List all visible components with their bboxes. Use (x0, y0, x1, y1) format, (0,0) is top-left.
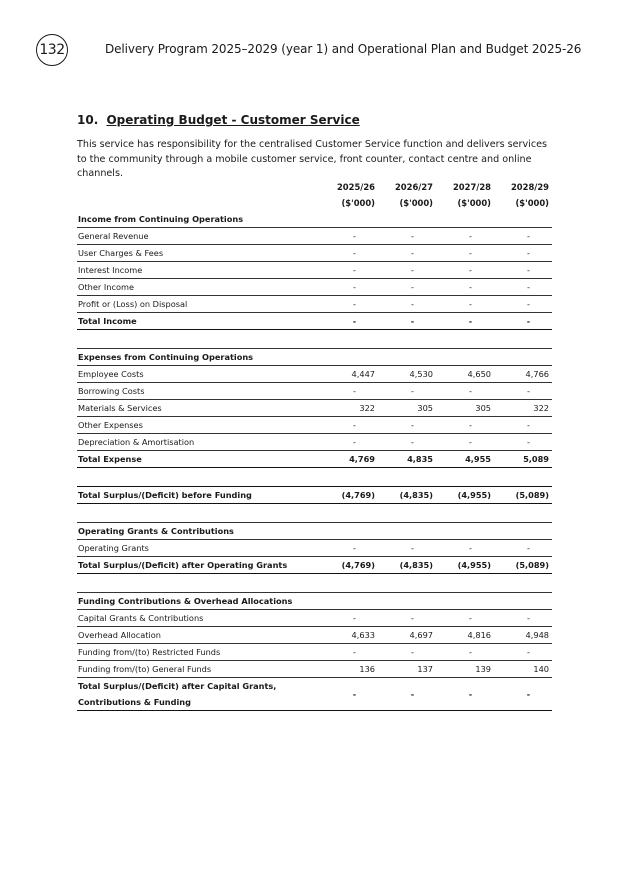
row-value: 4,530 (378, 366, 436, 383)
empty-cell (320, 468, 378, 487)
surplus-after-capital-row (77, 678, 552, 711)
row-label: General Revenue (77, 228, 320, 245)
row-value: 4,948 (494, 627, 552, 644)
expenses-heading-row (77, 349, 552, 366)
empty-cell (378, 523, 436, 540)
expense-row (77, 366, 552, 383)
empty-cell (77, 468, 320, 487)
spacer-row (77, 330, 552, 349)
empty-cell (436, 349, 494, 366)
funding-row (77, 644, 552, 661)
funding-heading-row (77, 593, 552, 610)
section-heading-label: Operating Grants & Contributions (77, 523, 320, 540)
row-value: - (378, 678, 436, 711)
expense-row (77, 417, 552, 434)
row-value: - (494, 434, 552, 451)
row-label: Employee Costs (77, 366, 320, 383)
spacer-row (77, 574, 552, 593)
empty-cell (320, 574, 378, 593)
row-value: - (436, 610, 494, 627)
expense-row (77, 400, 552, 417)
row-value: - (378, 610, 436, 627)
column-unit: ($'000) (457, 198, 491, 208)
row-value: - (436, 228, 494, 245)
row-value: (4,955) (436, 557, 494, 574)
funding-row (77, 627, 552, 644)
row-value: 305 (378, 400, 436, 417)
row-value: - (436, 644, 494, 661)
row-value: - (436, 434, 494, 451)
row-value: - (436, 262, 494, 279)
row-value: - (320, 279, 378, 296)
row-label: Borrowing Costs (77, 383, 320, 400)
row-value: - (436, 540, 494, 557)
row-label: User Charges & Fees (77, 245, 320, 262)
empty-cell (378, 349, 436, 366)
empty-cell (320, 211, 378, 228)
row-value: - (320, 434, 378, 451)
spacer-row (77, 468, 552, 487)
row-value: - (378, 417, 436, 434)
row-value: - (320, 540, 378, 557)
empty-cell (320, 593, 378, 610)
row-value: (5,089) (494, 487, 552, 504)
row-value: - (494, 610, 552, 627)
row-value: - (320, 296, 378, 313)
column-year: 2028/29 (510, 182, 549, 192)
expense-row (77, 383, 552, 400)
row-value: - (378, 383, 436, 400)
row-value: - (320, 644, 378, 661)
row-value: - (494, 296, 552, 313)
income-row (77, 262, 552, 279)
row-value: 139 (436, 661, 494, 678)
funding-row (77, 610, 552, 627)
year-header-row (77, 179, 552, 195)
row-value: (4,835) (378, 557, 436, 574)
budget-table-body (77, 211, 552, 711)
empty-cell (494, 211, 552, 228)
row-label: Other Income (77, 279, 320, 296)
row-value: 136 (320, 661, 378, 678)
row-value: - (494, 383, 552, 400)
empty-cell (77, 330, 320, 349)
row-value: - (436, 417, 494, 434)
row-label: Operating Grants (77, 540, 320, 557)
row-value: 322 (320, 400, 378, 417)
row-value: 4,650 (436, 366, 494, 383)
row-value: 137 (378, 661, 436, 678)
row-value: - (378, 434, 436, 451)
empty-cell (436, 330, 494, 349)
row-value: 140 (494, 661, 552, 678)
empty-cell (378, 330, 436, 349)
row-value: - (320, 678, 378, 711)
row-label: Total Expense (77, 451, 320, 468)
operating-budget-table (77, 179, 552, 711)
empty-cell (77, 504, 320, 523)
column-year: 2025/26 (336, 182, 375, 192)
row-value: - (494, 644, 552, 661)
expense-row (77, 434, 552, 451)
row-value: - (494, 313, 552, 330)
row-value: 5,089 (494, 451, 552, 468)
row-label: Interest Income (77, 262, 320, 279)
empty-cell (378, 468, 436, 487)
row-value: - (494, 279, 552, 296)
column-unit: ($'000) (341, 198, 375, 208)
row-label: Total Surplus/(Deficit) before Funding (77, 487, 320, 504)
row-value: 4,835 (378, 451, 436, 468)
empty-cell (378, 504, 436, 523)
empty-cell (494, 349, 552, 366)
row-value: - (320, 610, 378, 627)
row-value: 4,447 (320, 366, 378, 383)
row-label: Total Income (77, 313, 320, 330)
income-heading-row (77, 211, 552, 228)
row-label: Depreciation & Amortisation (77, 434, 320, 451)
empty-cell (378, 574, 436, 593)
empty-cell (494, 523, 552, 540)
row-value: - (494, 678, 552, 711)
empty-cell (378, 593, 436, 610)
row-value: - (494, 262, 552, 279)
empty-cell (320, 504, 378, 523)
empty-cell (320, 523, 378, 540)
income-row (77, 279, 552, 296)
document-title: Delivery Program 2025–2029 (year 1) and Operational Plan and Budget 2025-26 (105, 42, 582, 56)
row-value: - (320, 383, 378, 400)
row-value: - (436, 296, 494, 313)
row-value: - (378, 245, 436, 262)
row-value: - (436, 313, 494, 330)
empty-cell (320, 349, 378, 366)
column-year: 2026/27 (394, 182, 433, 192)
row-value: 4,769 (320, 451, 378, 468)
surplus-before-funding-row (77, 487, 552, 504)
empty-cell (378, 211, 436, 228)
row-value: 4,766 (494, 366, 552, 383)
row-value: - (378, 313, 436, 330)
empty-cell (436, 593, 494, 610)
total-income-row (77, 313, 552, 330)
row-label: Funding from/(to) Restricted Funds (77, 644, 320, 661)
column-unit: ($'000) (515, 198, 549, 208)
row-label-line: Total Surplus/(Deficit) after Capital Grants, (78, 681, 277, 691)
row-value: - (436, 383, 494, 400)
funding-row (77, 661, 552, 678)
row-value: (4,769) (320, 557, 378, 574)
page-number-badge (36, 34, 68, 66)
empty-cell (436, 504, 494, 523)
row-value: 4,633 (320, 627, 378, 644)
row-value: - (378, 279, 436, 296)
spacer-row (77, 504, 552, 523)
row-value: - (494, 228, 552, 245)
section-heading (77, 113, 360, 127)
row-label-line: Contributions & Funding (78, 697, 191, 707)
row-value: (5,089) (494, 557, 552, 574)
row-label: Materials & Services (77, 400, 320, 417)
row-value: 305 (436, 400, 494, 417)
surplus-after-grants-row (77, 557, 552, 574)
income-row (77, 228, 552, 245)
row-value: - (378, 228, 436, 245)
row-value: (4,835) (378, 487, 436, 504)
income-row (77, 245, 552, 262)
empty-cell (494, 468, 552, 487)
row-value: (4,955) (436, 487, 494, 504)
section-intro: This service has responsibility for the centralised Customer Service function and delivers services to the community through a mobile customer service, front counter, contact centre and online channels. (77, 139, 547, 179)
grant-row (77, 540, 552, 557)
unit-header-row (77, 195, 552, 211)
row-label: Other Expenses (77, 417, 320, 434)
row-value: - (494, 245, 552, 262)
row-value: - (320, 228, 378, 245)
row-label (77, 678, 320, 711)
row-value: - (494, 540, 552, 557)
row-value: 4,816 (436, 627, 494, 644)
section-heading-label: Funding Contributions & Overhead Allocations (77, 593, 320, 610)
row-value: - (378, 644, 436, 661)
grants-heading-row (77, 523, 552, 540)
column-year: 2027/28 (452, 182, 491, 192)
row-value: - (320, 262, 378, 279)
row-label: Capital Grants & Contributions (77, 610, 320, 627)
row-value: - (378, 296, 436, 313)
row-label: Overhead Allocation (77, 627, 320, 644)
empty-cell (320, 330, 378, 349)
row-value: - (320, 313, 378, 330)
row-value: (4,769) (320, 487, 378, 504)
empty-cell (494, 504, 552, 523)
section-number: 10. (77, 113, 99, 127)
row-label: Total Surplus/(Deficit) after Operating Grants (77, 557, 320, 574)
section-heading-label: Income from Continuing Operations (77, 211, 320, 228)
row-value: 322 (494, 400, 552, 417)
section-title: Operating Budget - Customer Service (106, 113, 360, 127)
column-unit: ($'000) (399, 198, 433, 208)
empty-cell (494, 593, 552, 610)
row-value: - (494, 417, 552, 434)
empty-cell (436, 523, 494, 540)
empty-cell (436, 211, 494, 228)
income-row (77, 296, 552, 313)
row-value: - (436, 678, 494, 711)
section-heading-label: Expenses from Continuing Operations (77, 349, 320, 366)
row-value: - (320, 417, 378, 434)
row-value: 4,955 (436, 451, 494, 468)
row-label: Funding from/(to) General Funds (77, 661, 320, 678)
row-value: 4,697 (378, 627, 436, 644)
empty-cell (494, 574, 552, 593)
row-value: - (320, 245, 378, 262)
empty-cell (436, 468, 494, 487)
row-value: - (436, 279, 494, 296)
empty-cell (494, 330, 552, 349)
row-value: - (378, 262, 436, 279)
page-number: 132 (39, 42, 65, 58)
total-expense-row (77, 451, 552, 468)
empty-cell (77, 574, 320, 593)
row-label: Profit or (Loss) on Disposal (77, 296, 320, 313)
row-value: - (436, 245, 494, 262)
row-value: - (378, 540, 436, 557)
empty-cell (436, 574, 494, 593)
